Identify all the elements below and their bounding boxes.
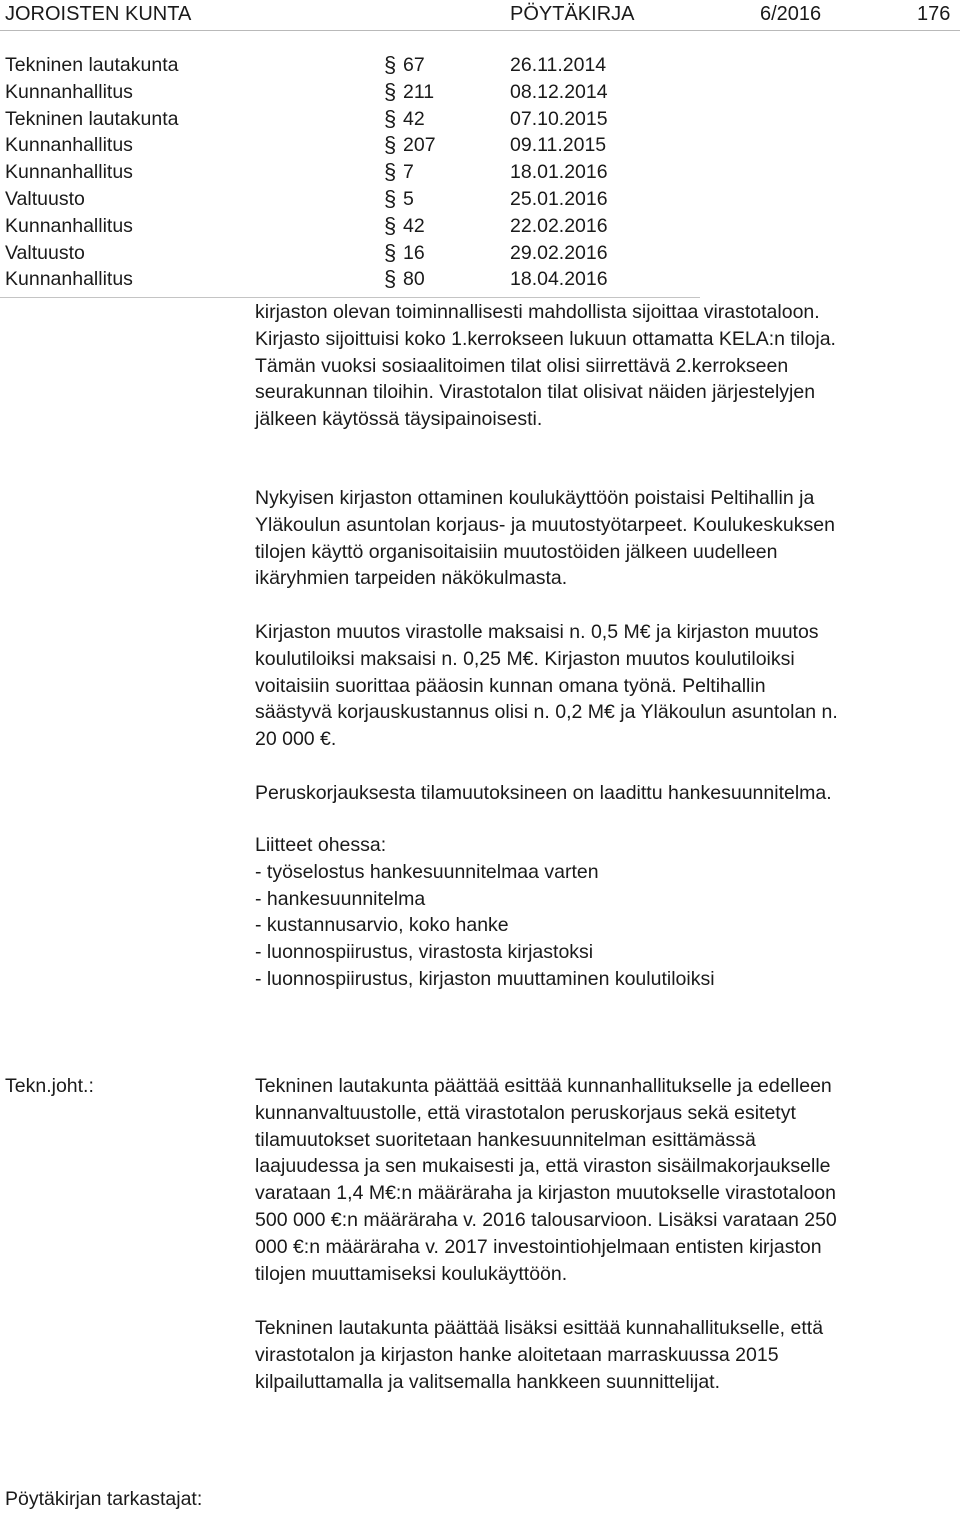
text-line: kirjaston olevan toiminnallisesti mahdollista sijoittaa virastotaloon. — [255, 301, 820, 323]
history-row — [0, 132, 700, 159]
text-line: laajuudessa ja sen mukaisesti ja, että viraston sisäilmakorjaukselle — [255, 1155, 831, 1178]
text-line: Peruskorjauksesta tilamuutoksineen on laadittu hankesuunnitelma. — [255, 782, 832, 804]
text-line: 20 000 €. — [255, 728, 337, 751]
proposal-label: Tekn.joht.: — [5, 1075, 94, 1097]
history-row — [0, 186, 700, 213]
section-sign: § — [384, 239, 397, 265]
attachment-item: - luonnospiirustus, virastosta kirjastoksi — [255, 941, 594, 964]
text-line: 500 000 €:n määräraha v. 2016 talousarvioon. Lisäksi varataan 250 — [255, 1208, 837, 1231]
header-document-type: PÖYTÄKIRJA — [510, 3, 635, 25]
history-section: 7 — [403, 161, 414, 184]
attachment-item: - työselostus hankesuunnitelmaa varten — [255, 860, 599, 883]
history-date: 18.04.2016 — [510, 268, 608, 291]
section-sign: § — [384, 78, 397, 104]
text-line: kilpailuttamalla ja valitsemalla hankkeen suunnittelijat. — [255, 1370, 721, 1393]
history-section: 5 — [403, 187, 414, 210]
section-sign: § — [384, 52, 397, 77]
text-line: ikäryhmien tarpeiden näkökulmasta. — [255, 567, 568, 590]
text-line: Tämän vuoksi sosiaalitoimen tilat olisi siirrettävä 2.kerrokseen — [255, 354, 789, 377]
attachments-list — [255, 832, 955, 993]
history-body: Kunnanhallitus — [5, 214, 133, 237]
section-sign: § — [384, 105, 397, 131]
text-line: Nykyisen kirjaston ottaminen koulukäyttöön poistaisi Peltihallin ja — [255, 487, 815, 509]
history-date: 26.11.2014 — [510, 54, 607, 76]
header-meeting-number: 6/2016 — [760, 3, 822, 25]
proposal-paragraph — [255, 1073, 955, 1287]
section-sign: § — [384, 212, 397, 238]
text-line: 000 €:n määräraha v. 2017 investointiohjelmaan entisten kirjaston — [255, 1235, 822, 1258]
paragraph-library-placement — [255, 299, 955, 433]
history-body: Tekninen lautakunta — [5, 107, 179, 130]
history-row — [0, 52, 700, 79]
history-row — [0, 213, 700, 240]
text-line: säästyvä korjauskustannus olisi n. 0,2 M€ ja Yläkoulun asuntolan n. — [255, 701, 838, 724]
history-date: 25.01.2016 — [510, 187, 608, 210]
history-divider — [0, 297, 700, 298]
history-section: 16 — [403, 241, 425, 264]
section-sign: § — [384, 132, 397, 158]
section-sign: § — [384, 266, 397, 292]
attachments-heading: Liitteet ohessa: — [255, 834, 387, 856]
text-line: Tekninen lautakunta päättää esittää kunnanhallitukselle ja edelleen — [255, 1075, 832, 1097]
history-section: 207 — [403, 134, 436, 157]
history-row — [0, 79, 700, 106]
header-organization: JOROISTEN KUNTA — [5, 3, 192, 25]
section-sign: § — [384, 185, 397, 211]
history-row — [0, 240, 700, 267]
history-section: 211 — [403, 80, 435, 103]
attachment-item: - hankesuunnitelma — [255, 887, 426, 910]
section-sign: § — [384, 159, 397, 185]
header-divider — [0, 30, 960, 31]
history-row — [0, 106, 700, 133]
text-line: Yläkoulun asuntolan korjaus- ja muutostyötarpeet. Koulukeskuksen — [255, 513, 835, 536]
text-line: virastotalon ja kirjaston hanke aloitetaan marraskuussa 2015 — [255, 1343, 779, 1366]
text-line: Tekninen lautakunta päättää lisäksi esittää kunnahallitukselle, että — [255, 1317, 824, 1339]
text-line: voitaisiin suorittaa pääosin kunnan omana työnä. Peltihallin — [255, 674, 766, 697]
history-section: 42 — [403, 214, 425, 237]
history-section: 42 — [403, 107, 425, 130]
history-date: 09.11.2015 — [510, 134, 607, 157]
history-body: Kunnanhallitus — [5, 134, 133, 157]
history-date: 08.12.2014 — [510, 80, 608, 103]
text-line: seurakunnan tiloihin. Virastotalon tilat olisivat näiden järjestelyjen — [255, 381, 816, 404]
history-body: Kunnanhallitus — [5, 268, 133, 291]
history-section: 67 — [403, 54, 425, 76]
history-body: Kunnanhallitus — [5, 161, 133, 184]
history-section: 80 — [403, 268, 425, 291]
attachment-item: - kustannusarvio, koko hanke — [255, 914, 509, 937]
header-page-number: 176 — [917, 3, 951, 25]
text-line: jälkeen käytössä täysipainoisesti. — [255, 408, 543, 431]
text-line: Kirjaston muutos virastolle maksaisi n. 0,5 M€ ja kirjaston muutos — [255, 621, 819, 643]
history-date: 29.02.2016 — [510, 241, 608, 264]
history-date: 22.02.2016 — [510, 214, 608, 237]
proposal-paragraph-additional — [255, 1315, 955, 1395]
handling-history — [0, 52, 700, 293]
history-row — [0, 266, 700, 293]
text-line: tilojen käyttö organisoitaisiin muutostöiden jälkeen uudelleen — [255, 540, 778, 563]
history-row — [0, 159, 700, 186]
history-date: 07.10.2015 — [510, 107, 608, 130]
paragraph-project-plan — [255, 780, 955, 807]
history-body: Valtuusto — [5, 187, 85, 210]
history-body: Tekninen lautakunta — [5, 54, 179, 76]
history-date: 18.01.2016 — [510, 161, 608, 184]
text-line: tilamuutokset suoritetaan hankesuunnitelman esittämässä — [255, 1128, 756, 1151]
history-body: Kunnanhallitus — [5, 80, 133, 103]
paragraph-school-use — [255, 485, 955, 592]
history-body: Valtuusto — [5, 241, 85, 264]
text-line: varataan 1,4 M€:n määräraha ja kirjaston muutokselle virastotaloon — [255, 1182, 836, 1205]
text-line: kunnanvaltuustolle, että virastotalon peruskorjaus sekä esitetyt — [255, 1101, 796, 1124]
attachment-item: - luonnospiirustus, kirjaston muuttaminen koulutiloiksi — [255, 967, 715, 990]
text-line: tilojen muuttamiseksi koulukäyttöön. — [255, 1262, 568, 1285]
paragraph-costs — [255, 619, 955, 753]
text-line: Kirjasto sijoittuisi koko 1.kerrokseen lukuun ottamatta KELA:n tiloja. — [255, 327, 836, 350]
text-line: koulutiloiksi maksaisi n. 0,25 M€. Kirjaston muutos koulutiloiksi — [255, 647, 795, 670]
reviewers-label: Pöytäkirjan tarkastajat: — [5, 1488, 203, 1510]
